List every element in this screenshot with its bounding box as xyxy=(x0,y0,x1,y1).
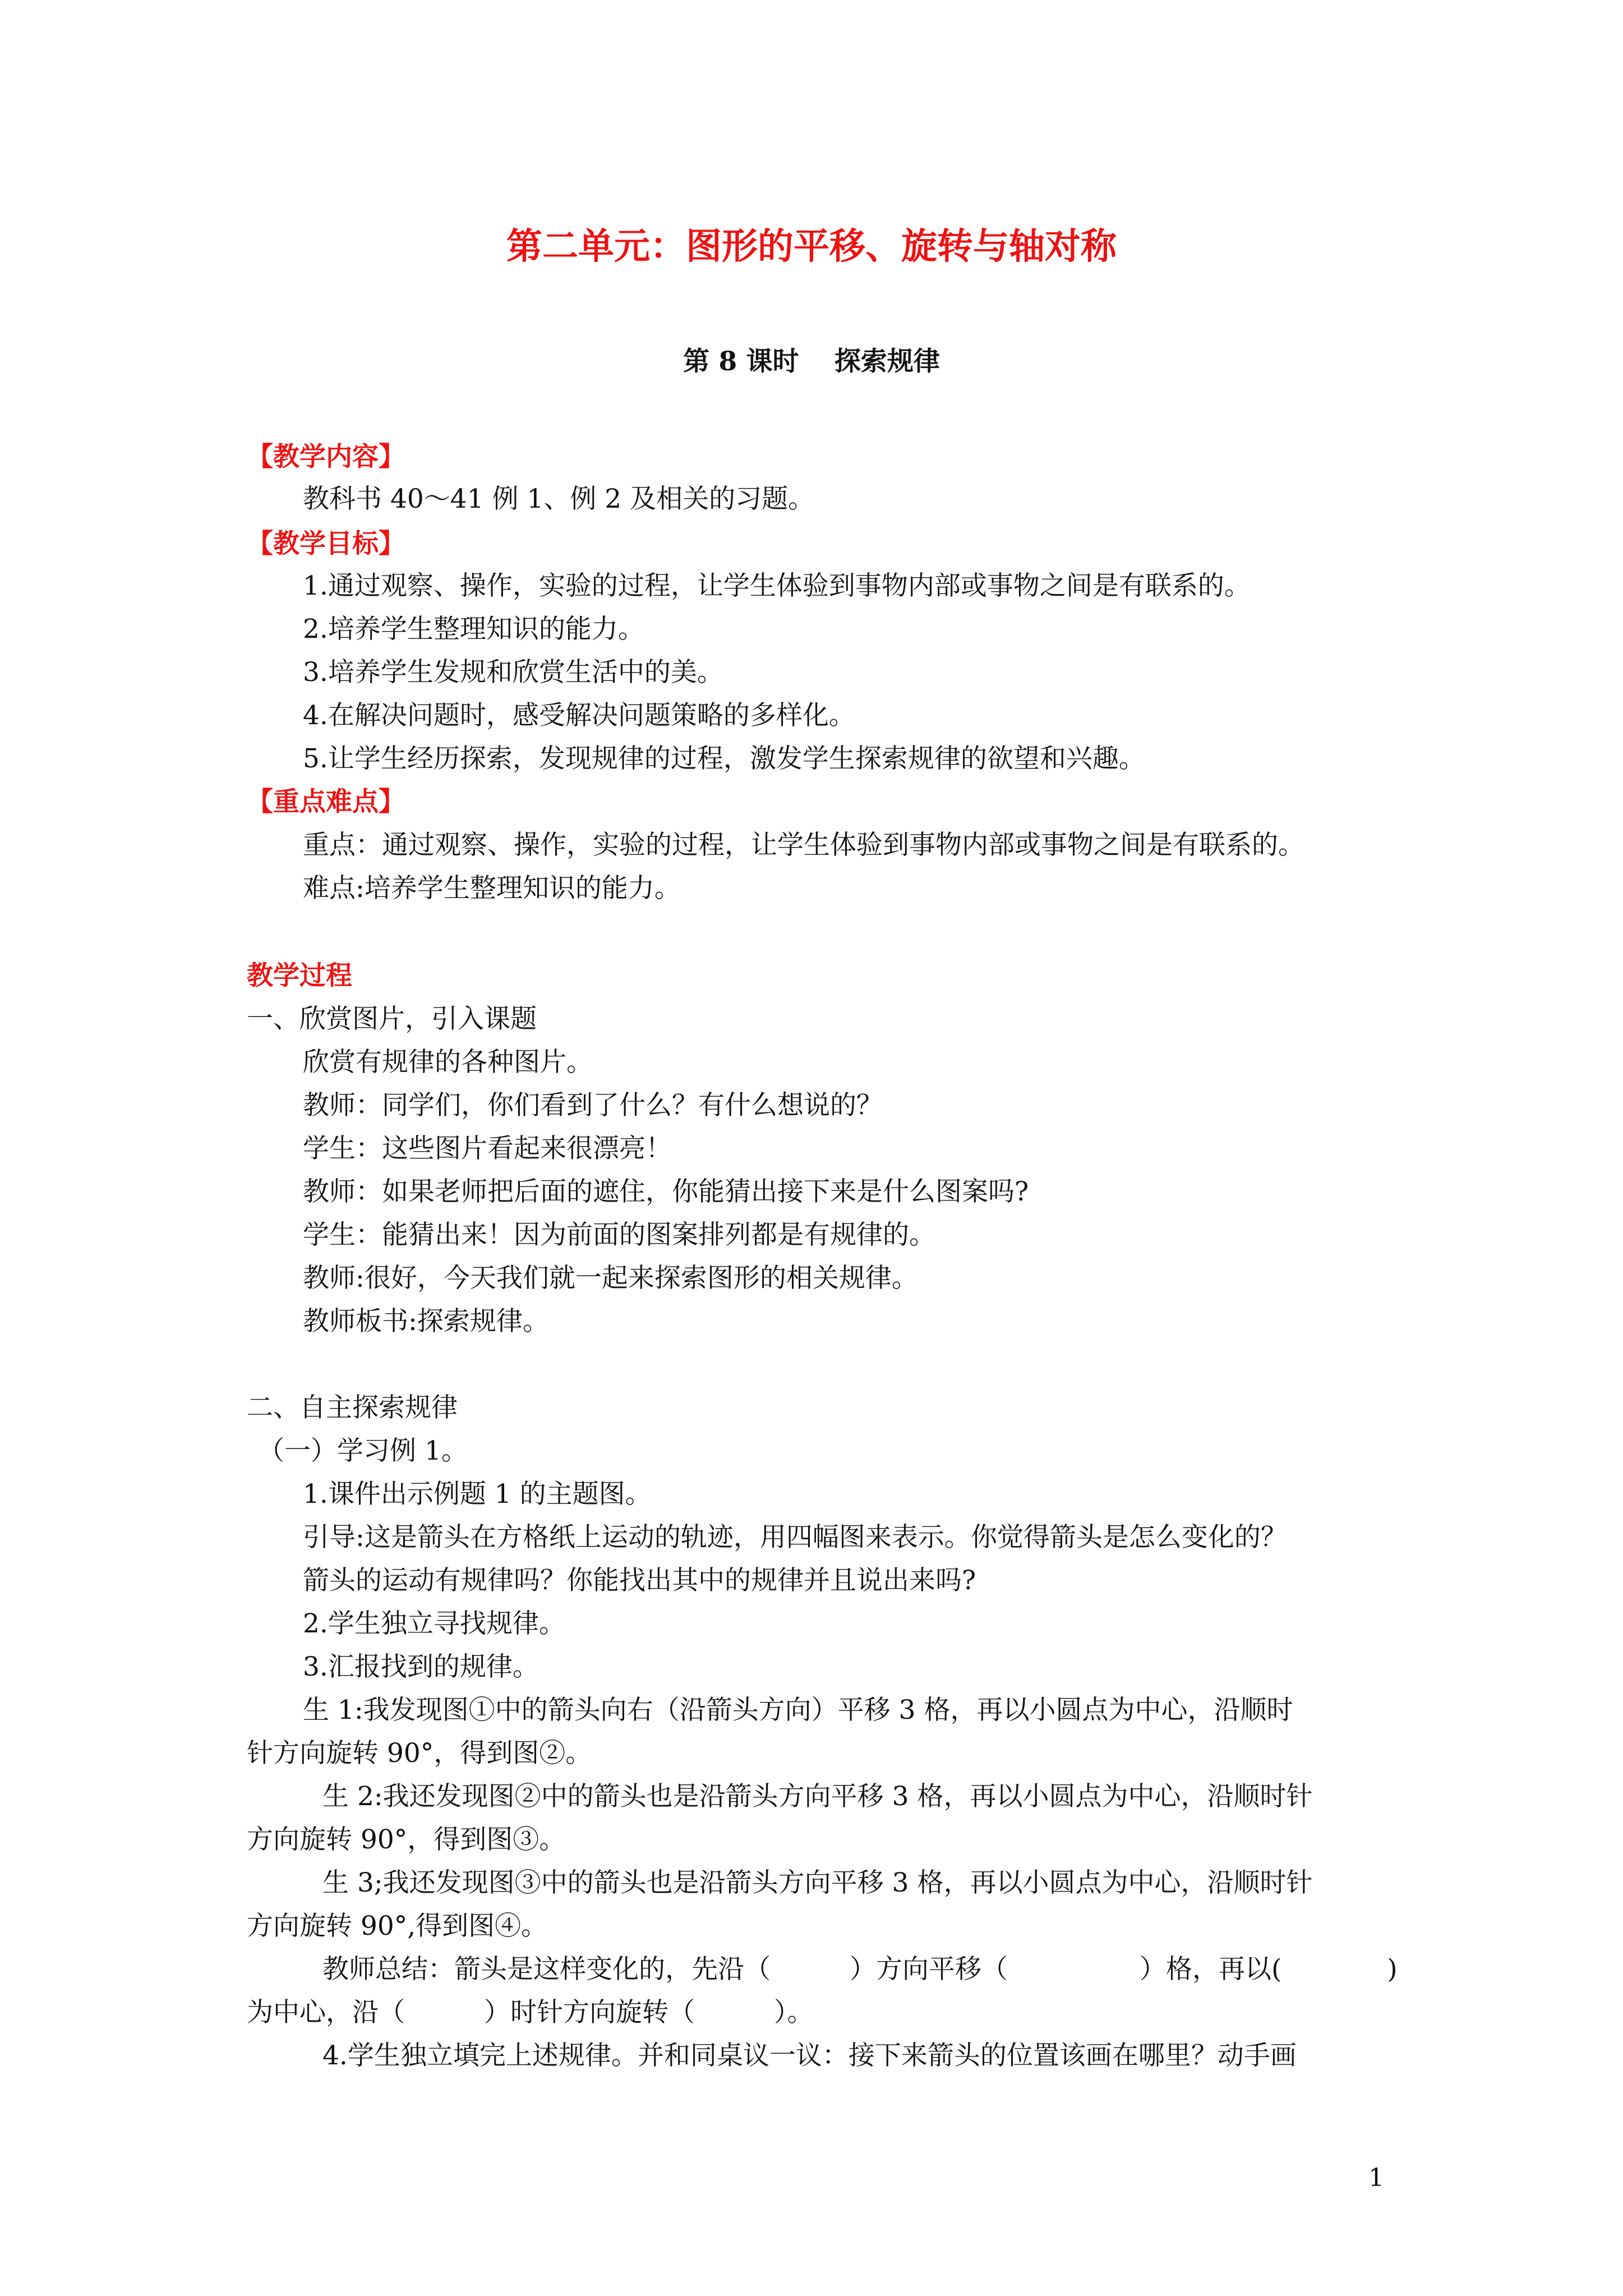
goal-item: 5.让学生经历探索，发现规律的过程，激发学生探索规律的欲望和兴趣。 xyxy=(303,743,1145,774)
part1-line: 教师：如果老师把后面的遮住，你能猜出接下来是什么图案吗? xyxy=(303,1176,1029,1207)
page-title: 第二单元：图形的平移、旋转与轴对称 xyxy=(506,226,1117,268)
part2-line: 3.汇报找到的规律。 xyxy=(303,1651,539,1682)
part1-heading: 一、欣赏图片，引入课题 xyxy=(247,1004,537,1034)
student1-line-cont: 针方向旋转 90°，得到图②。 xyxy=(247,1738,592,1769)
part2-line: 箭头的运动有规律吗？你能找出其中的规律并且说出来吗? xyxy=(303,1565,976,1596)
part2-heading: 二、自主探索规律 xyxy=(247,1392,458,1423)
teacher-summary: 教师总结：箭头是这样变化的，先沿（ ）方向平移（ ）格，再以( ) xyxy=(322,1954,1398,1985)
student3-line: 生 3;我还发现图③中的箭头也是沿箭头方向平移 3 格，再以小圆点为中心，沿顺时针 xyxy=(322,1867,1313,1898)
part2-line: 1.课件出示例题 1 的主题图。 xyxy=(303,1479,652,1510)
part1-line: 学生：能猜出来！因为前面的图案排列都是有规律的。 xyxy=(303,1220,935,1250)
goal-item: 3.培养学生发规和欣赏生活中的美。 xyxy=(303,657,723,688)
student2-line-cont: 方向旋转 90°，得到图③。 xyxy=(247,1824,566,1855)
student1-line: 生 1:我发现图①中的箭头向右（沿箭头方向）平移 3 格，再以小圆点为中心，沿顺时 xyxy=(303,1695,1293,1726)
goal-item: 4.在解决问题时，感受解决问题策略的多样化。 xyxy=(303,700,855,731)
teacher-summary-cont: 为中心，沿（ ）时针方向旋转（ ）。 xyxy=(247,1997,814,2028)
part1-line: 教师：同学们，你们看到了什么？有什么想说的？ xyxy=(303,1090,883,1121)
goal-item: 1.通过观察、操作，实验的过程，让学生体验到事物内部或事物之间是有联系的。 xyxy=(303,570,1251,601)
part1-line: 学生：这些图片看起来很漂亮！ xyxy=(303,1133,672,1164)
key-heading: 【重点难点】 xyxy=(247,786,405,817)
content-text: 教科书 40～41 例 1、例 2 及相关的习题。 xyxy=(303,484,815,514)
process-heading: 教学过程 xyxy=(247,960,352,991)
part2-subheading: （一）学习例 1。 xyxy=(258,1435,468,1466)
content-heading: 【教学内容】 xyxy=(247,441,405,472)
part2-line: 引导:这是箭头在方格纸上运动的轨迹，用四幅图来表示。你觉得箭头是怎么变化的？ xyxy=(303,1522,1287,1553)
part1-line: 欣赏有规律的各种图片。 xyxy=(303,1047,593,1078)
student3-line-cont: 方向旋转 90°,得到图④。 xyxy=(247,1911,548,1941)
part2-line: 2.学生独立寻找规律。 xyxy=(303,1608,565,1639)
goals-heading: 【教学目标】 xyxy=(247,528,405,559)
key-point: 重点：通过观察、操作，实验的过程，让学生体验到事物内部或事物之间是有联系的。 xyxy=(303,830,1304,861)
difficult-point: 难点:培养学生整理知识的能力。 xyxy=(303,873,681,904)
lesson-subtitle: 第 8 课时 探索规律 xyxy=(683,346,940,377)
part1-line: 教师:很好，今天我们就一起来探索图形的相关规律。 xyxy=(303,1263,918,1294)
goal-item: 2.培养学生整理知识的能力。 xyxy=(303,614,644,645)
page-number: 1 xyxy=(1368,2164,1384,2192)
student2-line: 生 2:我还发现图②中的箭头也是沿箭头方向平移 3 格，再以小圆点为中心，沿顺时针 xyxy=(322,1781,1313,1812)
step4-line: 4.学生独立填完上述规律。并和同桌议一议：接下来箭头的位置该画在哪里？动手画 xyxy=(322,2040,1297,2071)
part1-line: 教师板书:探索规律。 xyxy=(303,1306,549,1337)
